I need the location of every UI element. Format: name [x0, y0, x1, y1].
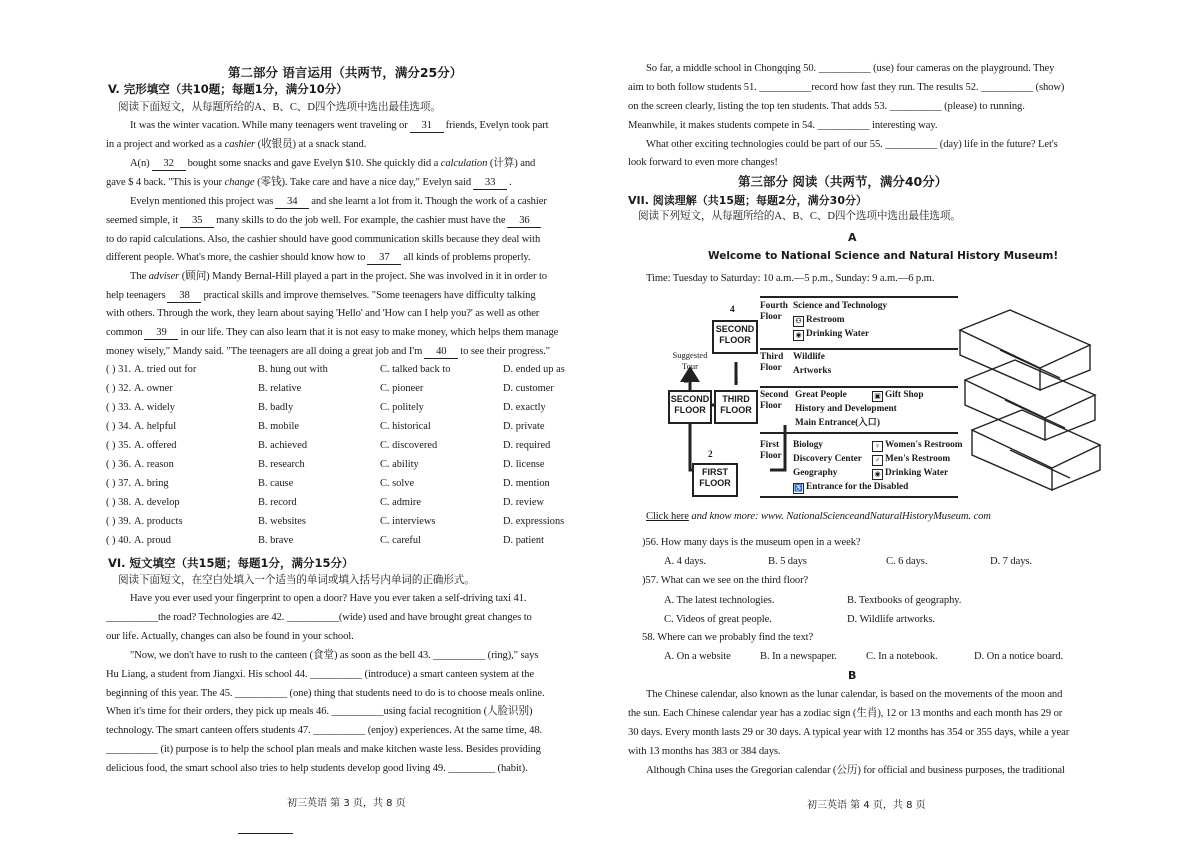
marker-left: 3 — [684, 376, 689, 386]
section7-title: VII. 阅读理解（共15题；每题2分，满分30分） — [628, 194, 867, 207]
cloze-text: to do rapid calculations. Also, the cashier should have good communication skills because they deal with — [106, 234, 541, 245]
blank-number: 39 — [144, 327, 178, 340]
option-number: ( ) 34. — [106, 421, 132, 432]
cloze-text: . — [509, 177, 512, 188]
option-d: D. ended up as — [503, 364, 565, 375]
option-a: A. reason — [134, 459, 174, 470]
cloze-line — [106, 345, 550, 359]
option-b: B. cause — [258, 478, 294, 489]
part2-title: 第二部分 语言运用（共两节，满分25分） — [228, 65, 463, 80]
cloze-line — [106, 214, 543, 228]
fill-line: __________the road? Technologies are 42. __________(wide) used and have brought great changes to — [106, 612, 532, 623]
cloze-text: many skills to do the job well. For example, the cashier must have the — [216, 215, 506, 226]
cloze-line — [106, 138, 366, 152]
option-number: ( ) 33. — [106, 402, 132, 413]
first-floor-item-3: Discovery Center — [793, 454, 862, 464]
option-number: ( ) 38. — [106, 497, 132, 508]
marker-right: 1 — [734, 376, 739, 386]
option-c: C. careful — [380, 535, 421, 546]
option-d: D. expressions — [503, 516, 565, 527]
right-page — [600, 0, 1200, 849]
blank-number: 33 — [473, 177, 507, 190]
first-floor-item-2 — [872, 440, 963, 452]
passage-b-line: with 13 months has 383 or 384 days. — [628, 746, 781, 757]
option-number: ( ) 39. — [106, 516, 132, 527]
section7-instructions: 阅读下列短文，从每题所给的A、B、C、D四个选项中选出最佳选项。 — [638, 211, 961, 222]
option-a: A. widely — [134, 402, 175, 413]
fill-line-continued: on the screen clearly, listing the top ten students. That adds 53. __________ (please) to running. — [628, 101, 1025, 112]
option-number: ( ) 37. — [106, 478, 132, 489]
third-floor-item-1: Wildlife — [793, 352, 825, 362]
fill-line: __________ (it) purpose is to help the school plan meals and make kitchen waste less. Besides providing — [106, 744, 541, 755]
fill-line-continued: look forward to even more changes! — [628, 157, 778, 168]
blank-number: 38 — [167, 290, 201, 303]
option-number: ( ) 36. — [106, 459, 132, 470]
option-a: A. bring — [134, 478, 169, 489]
fourth-floor-label: Fourth Floor — [760, 301, 788, 322]
cloze-line — [106, 176, 512, 190]
cloze-text: (收银员) at a snack stand. — [255, 139, 367, 150]
first-floor-item-1: Biology — [793, 440, 823, 450]
section5-title: V. 完形填空（共10题；每题1分，满分10分） — [108, 82, 348, 96]
fourth-floor-item-3-label: Drinking Water — [806, 329, 870, 339]
cloze-line — [130, 119, 549, 133]
option-a: A. develop — [134, 497, 180, 508]
option-a: A. owner — [134, 383, 173, 394]
fourth-floor-item-2 — [793, 315, 845, 327]
option-a: A. helpful — [134, 421, 177, 432]
first-floor-item-4 — [872, 454, 950, 466]
passage-b-line: The Chinese calendar, also known as the lunar calendar, is based on the movements of the moon and — [646, 689, 1063, 700]
question-option-a: A. 4 days. — [664, 556, 706, 567]
option-d: D. exactly — [503, 402, 546, 413]
option-d: D. required — [503, 440, 551, 451]
part3-title: 第三部分 阅读（共两节，满分40分） — [738, 174, 948, 189]
blank-number: 32 — [152, 158, 186, 171]
question-option-a: A. The latest technologies. — [664, 595, 775, 606]
option-c: C. interviews — [380, 516, 436, 527]
option-a: A. offered — [134, 440, 177, 451]
second-floor-box: SECOND FLOOR — [668, 390, 712, 424]
cloze-text: seemed simple, it — [106, 215, 179, 226]
cloze-text: with others. Through the work, they learn about saying 'Hello' and 'How can I help you?' as well as other — [106, 308, 540, 319]
cloze-text: It was the winter vacation. While many teenagers went traveling or — [130, 120, 408, 131]
suggested-tour-label: Suggested Tour — [672, 350, 708, 371]
question-option-b: B. In a newspaper. — [760, 651, 837, 662]
question-option-d: D. 7 days. — [990, 556, 1032, 567]
question-option-d: D. Wildlife artworks. — [847, 614, 935, 625]
option-b: B. badly — [258, 402, 294, 413]
option-c: C. discovered — [380, 440, 438, 451]
first-floor-item-7 — [793, 482, 908, 494]
fill-line: "Now, we don't have to rush to the canteen (食堂) as soon as the bell 43. __________ (ring)," says — [130, 650, 539, 661]
passage-b-line: the sun. Each Chinese calendar year has a zodiac sign (生肖), 12 or 13 months and each month has 29 or — [628, 708, 1063, 719]
option-c: C. politely — [380, 402, 424, 413]
first-floor-item-6-label: Drinking Water — [885, 468, 949, 478]
cloze-text: bought some snacks and gave Evelyn $10. She quickly did a — [187, 158, 441, 169]
cloze-text: all kinds of problems properly. — [403, 252, 531, 263]
mens-restroom-icon: ♂ — [872, 455, 883, 466]
italic-term: cashier — [224, 139, 256, 150]
first-floor-item-6 — [872, 468, 948, 480]
first-floor-item-4-label: Men's Restroom — [885, 454, 951, 464]
cloze-text: to see their progress." — [460, 346, 550, 357]
question-option-b: B. Textbooks of geography. — [847, 595, 962, 606]
option-b: B. research — [258, 459, 305, 470]
italic-term: change — [224, 177, 255, 188]
first-floor-item-2-label: Women's Restroom — [885, 440, 963, 450]
option-d: D. license — [503, 459, 545, 470]
passage-b-line: Although China uses the Gregorian calendar (公历) for official and business purposes, the traditional — [646, 765, 1065, 776]
section5-instructions: 阅读下面短文，从每题所给的A、B、C、D四个选项中选出最佳选项。 — [118, 102, 441, 113]
fill-line-continued: Meanwhile, it makes students compete in 54. __________ interesting way. — [628, 120, 938, 131]
option-number: ( ) 32. — [106, 383, 132, 394]
cloze-text: (零钱). Take care and have a nice day," Evelyn said — [254, 177, 472, 188]
gift-shop-icon: ▣ — [872, 391, 883, 402]
first-floor-item-7-label: Entrance for the Disabled — [806, 482, 909, 492]
cloze-line — [106, 251, 530, 265]
question-option-d: D. On a notice board. — [974, 651, 1064, 662]
restroom-icon: ⚇ — [793, 316, 804, 327]
second-floor-item-2-label: Gift Shop — [885, 390, 924, 400]
fourth-floor-item-3 — [793, 329, 869, 341]
blank-number: 35 — [180, 215, 214, 228]
option-a: A. tried out for — [134, 364, 197, 375]
cloze-text: money wisely," Mandy said. "The teenagers are all doing a great job and I'm — [106, 346, 423, 357]
cloze-text: The — [130, 271, 149, 282]
blank-number: 40 — [424, 346, 458, 359]
cloze-text: and she learnt a lot from it. Though the work of a cashier — [311, 196, 547, 207]
passage-b-line: 30 days. Every month lasts 29 or 30 days. A typical year with 12 months has 354 or 355 days, while a year — [628, 727, 1070, 738]
womens-restroom-icon: ♀ — [872, 441, 883, 452]
second-floor-item-1: Great People — [795, 390, 847, 400]
blank-number: 34 — [275, 196, 309, 209]
option-d: D. review — [503, 497, 544, 508]
option-b: B. achieved — [258, 440, 308, 451]
option-d: D. private — [503, 421, 545, 432]
second-floor-item-3: History and Development — [795, 404, 897, 414]
third-floor-box: THIRD FLOOR — [714, 390, 758, 424]
option-c: C. talked back to — [380, 364, 451, 375]
option-c: C. historical — [380, 421, 431, 432]
drinking-water-icon: ◉ — [793, 330, 804, 341]
italic-term: calculation — [440, 158, 488, 169]
question-stem: )56. How many days is the museum open in a week? — [642, 537, 861, 548]
option-b: B. websites — [258, 516, 306, 527]
cloze-text: (顾问) Mandy Bernal-Hill played a part in the project. She was involved in it in order to — [179, 271, 547, 282]
option-b: B. mobile — [258, 421, 299, 432]
option-d: D. customer — [503, 383, 554, 394]
third-floor-label: Third Floor — [760, 352, 784, 373]
cloze-text: (计算) and — [487, 158, 536, 169]
fill-line: Hu Liang, a student from Jiangxi. His school 44. __________ (introduce) a smart canteen system at the — [106, 669, 534, 680]
fourth-floor-item-1: Science and Technology — [793, 301, 888, 311]
fill-line: When it's time for their orders, they pick up meals 46. __________using facial recognition (人脸识别) — [106, 706, 533, 717]
third-floor-item-2: Artworks — [793, 366, 832, 376]
right-footer: 初三英语 第 4 页，共 8 页 — [807, 800, 926, 811]
second-floor-item-4: Main Entrance(入口) — [795, 418, 880, 428]
cloze-text: A(n) — [130, 158, 150, 169]
cloze-line — [130, 195, 547, 209]
marker-top: 4 — [730, 305, 735, 315]
question-option-c: C. 6 days. — [886, 556, 928, 567]
cloze-text: gave $ 4 back. "This is your — [106, 177, 225, 188]
museum-title: Welcome to National Science and Natural History Museum! — [708, 250, 1059, 262]
option-b: B. record — [258, 497, 297, 508]
section6-title: VI. 短文填空（共15题；每题1分，满分15分） — [108, 556, 354, 570]
website-line — [646, 510, 991, 524]
fill-line: beginning of this year. The 45. __________ (one) thing that students need to do is to choose meals online. — [106, 688, 545, 699]
cloze-line — [106, 289, 536, 303]
second-floor-item-2 — [872, 390, 924, 402]
passage-b-label: B — [848, 669, 857, 682]
cloze-text: common — [106, 327, 143, 338]
option-c: C. solve — [380, 478, 415, 489]
marker-bottom: 2 — [708, 450, 713, 460]
fill-line-continued: So far, a middle school in Chongqing 50. __________ (use) four cameras on the playground. They — [646, 63, 1055, 74]
option-a: A. proud — [134, 535, 171, 546]
fourth-floor-item-2-label: Restroom — [806, 315, 845, 325]
option-a: A. products — [134, 516, 183, 527]
fill-line-continued: What other exciting technologies could be part of our 55. __________ (day) life in the future? Let's — [646, 139, 1058, 150]
drinking-water-icon: ◉ — [872, 469, 883, 480]
question-option-c: C. In a notebook. — [866, 651, 938, 662]
cloze-text: Evelyn mentioned this project was — [130, 196, 274, 207]
museum-time: Time: Tuesday to Saturday: 10 a.m.—5 p.m., Sunday: 9 a.m.—6 p.m. — [646, 273, 935, 284]
blank-number: 36 — [507, 215, 541, 228]
fill-line: our life. Actually, changes can also be found in your school. — [106, 631, 354, 642]
first-floor-label: First Floor — [760, 440, 782, 461]
option-b: B. brave — [258, 535, 294, 546]
fill-line: delicious food, the smart school also tries to help students develop good living 49. _________ (habit). — [106, 763, 528, 774]
footer-rule — [238, 833, 293, 834]
fill-line: technology. The smart canteen offers students 47. __________ (enjoy) experiences. At the same time, 48. — [106, 725, 543, 736]
italic-term: adviser — [148, 271, 180, 282]
option-b: B. hung out with — [258, 364, 328, 375]
cloze-line — [130, 270, 547, 284]
question-option-b: B. 5 days — [768, 556, 807, 567]
question-stem: )57. What can we see on the third floor? — [642, 575, 809, 586]
accessible-icon: ♿ — [794, 484, 803, 492]
cloze-text: friends, Evelyn took part — [445, 120, 549, 131]
option-d: D. patient — [503, 535, 544, 546]
option-c: C. pioneer — [380, 383, 424, 394]
passage-a-label: A — [848, 231, 857, 244]
cloze-text: practical skills and improve themselves. "Some teenagers have difficulty talking — [203, 290, 536, 301]
fill-line-continued: aim to both follow students 51. __________record how fast they run. The results 52. __________ (show) — [628, 82, 1065, 93]
second-floor-label: Second Floor — [760, 390, 789, 411]
blank-number: 37 — [367, 252, 401, 265]
first-floor-box: FIRST FLOOR — [692, 463, 738, 497]
question-option-a: A. On a website — [664, 651, 731, 662]
option-number: ( ) 40. — [106, 535, 132, 546]
blank-number: 31 — [410, 120, 444, 133]
left-footer: 初三英语 第 3 页，共 8 页 — [287, 798, 406, 809]
cloze-text: in our life. They can also learn that it is not easy to make money, which helps them manage — [180, 327, 559, 338]
cloze-line — [106, 307, 539, 321]
first-floor-item-5: Geography — [793, 468, 838, 478]
option-number: ( ) 35. — [106, 440, 132, 451]
fill-line: Have you ever used your fingerprint to open a door? Have you ever taken a self-driving taxi 41. — [130, 593, 527, 604]
second-floor-top-box: SECOND FLOOR — [712, 320, 758, 354]
website-text: and know more: www. NationalScienceandNaturalHistoryMuseum. com — [688, 511, 991, 522]
cloze-line — [130, 157, 535, 171]
question-option-c: C. Videos of great people. — [664, 614, 772, 625]
option-c: C. ability — [380, 459, 419, 470]
option-b: B. relative — [258, 383, 302, 394]
section6-instructions: 阅读下面短文，在空白处填入一个适当的单词或填入括号内单词的正确形式。 — [118, 575, 475, 586]
question-stem: 58. Where can we probably find the text? — [642, 632, 814, 643]
cloze-text: in a project and worked as a — [106, 139, 225, 150]
option-number: ( ) 31. — [106, 364, 132, 375]
cloze-line — [106, 233, 540, 247]
cloze-line — [106, 326, 558, 340]
option-d: D. mention — [503, 478, 550, 489]
option-c: C. admire — [380, 497, 421, 508]
click-here-link[interactable]: Click here — [646, 511, 689, 522]
cloze-text: help teenagers — [106, 290, 166, 301]
museum-map — [660, 290, 1105, 505]
cloze-text: different people. What's more, the cashier should know how to — [106, 252, 366, 263]
